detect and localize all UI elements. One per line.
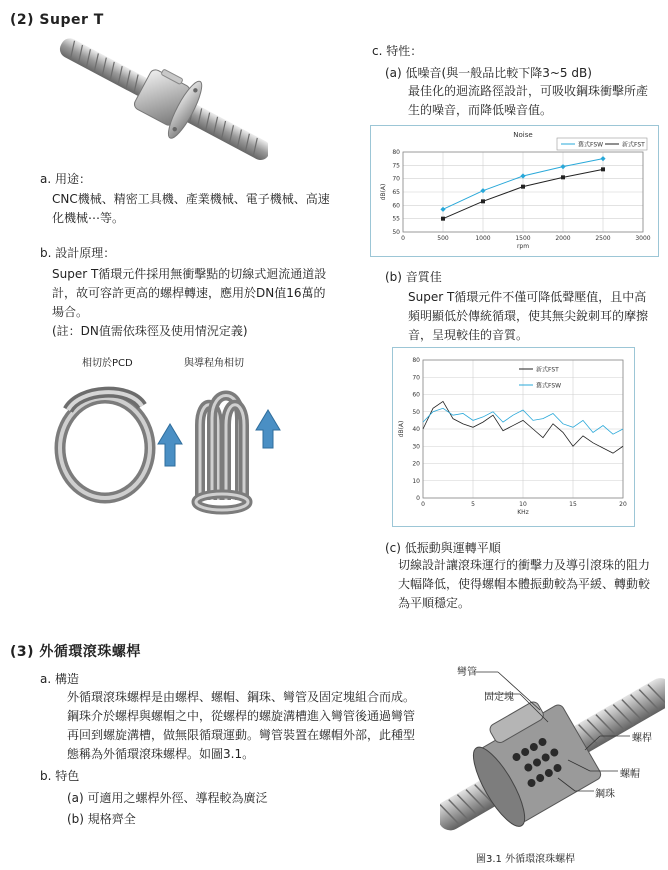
chart-title: Noise xyxy=(513,131,533,139)
data-point xyxy=(480,188,485,193)
legend-label: 舊式FSW xyxy=(536,382,562,390)
x-tick-label: 5 xyxy=(471,501,475,508)
x-tick-label: 1500 xyxy=(515,235,531,242)
label-nut: 螺帽 xyxy=(620,769,640,780)
x-tick-label: 15 xyxy=(569,501,577,508)
return-path-illustration xyxy=(50,370,290,520)
characteristics-label: b. 特色 xyxy=(40,769,80,783)
characteristic-b: (b) 規格齊全 xyxy=(67,812,136,826)
x-tick-label: 2000 xyxy=(555,235,571,242)
y-tick-label: 55 xyxy=(392,215,400,223)
external-circulation-ballscrew-image xyxy=(440,660,665,835)
usage-label: a. 用途： xyxy=(40,172,91,186)
y-tick-label: 60 xyxy=(412,391,420,399)
section-3-title: (3) 外循環滾珠螺桿 xyxy=(10,644,141,660)
y-tick-label: 20 xyxy=(412,460,420,468)
section-2-title: (2) Super T xyxy=(10,12,104,28)
y-tick-label: 70 xyxy=(392,175,400,183)
data-point xyxy=(521,185,525,189)
x-axis-label: KHz xyxy=(517,509,529,516)
design-text: Super T循環元件採用無衝擊點的切線式迴流通道設計，故可容許更高的螺桿轉速，應用於DN值16萬的場合。 xyxy=(52,267,327,319)
data-point xyxy=(520,173,525,178)
data-point xyxy=(600,156,605,161)
feature-b-label: (b) 音質佳 xyxy=(385,270,442,284)
y-tick-label: 75 xyxy=(392,162,400,170)
features-label: c. 特性： xyxy=(372,44,423,58)
design-note: (註：DN值需依珠徑及使用情況定義) xyxy=(52,324,248,338)
y-tick-label: 50 xyxy=(412,408,420,416)
y-axis-label: dB(A) xyxy=(380,183,387,201)
data-point xyxy=(441,217,445,221)
data-point xyxy=(560,164,565,169)
fig-tangent-pcd-label: 相切於PCD xyxy=(82,358,133,369)
legend-label: 新式FST xyxy=(536,366,559,374)
y-tick-label: 50 xyxy=(392,229,400,236)
y-tick-label: 30 xyxy=(412,443,420,451)
x-tick-label: 0 xyxy=(421,501,425,508)
feature-c-text: 切線設計讓滾珠運行的衝擊力及導引滾珠的阻力大幅降低，使得螺帽本體振動較為平緩、轉動較為平順穩定。 xyxy=(398,558,651,610)
legend-label: 新式FST xyxy=(622,141,645,149)
x-tick-label: 10 xyxy=(519,501,527,508)
usage-text: CNC機械、精密工具機、產業機械、電子機械、高速化機械⋯等。 xyxy=(52,192,330,225)
super-t-ballscrew-image xyxy=(58,36,268,161)
label-bend-tube: 彎管 xyxy=(457,667,477,678)
x-tick-label: 2500 xyxy=(595,235,611,242)
y-tick-label: 80 xyxy=(392,149,400,156)
characteristic-a: (a) 可適用之螺桿外徑、導程較為廣泛 xyxy=(67,791,268,805)
design-label: b. 設計原理： xyxy=(40,246,116,260)
feature-c-label: (c) 低振動與運轉平順 xyxy=(385,541,501,555)
y-tick-label: 80 xyxy=(412,357,420,364)
y-tick-label: 65 xyxy=(392,189,400,196)
y-tick-label: 0 xyxy=(416,495,420,502)
y-tick-label: 60 xyxy=(392,202,400,210)
structure-label: a. 構造 xyxy=(40,672,79,686)
fig-tangent-lead-label: 與導程角相切 xyxy=(184,358,244,369)
y-axis-label: dB(A) xyxy=(398,420,405,438)
feature-a-label: (a) 低噪音(與一般品比較下降3~5 dB) xyxy=(385,66,592,80)
x-tick-label: 500 xyxy=(437,235,449,242)
legend-label: 舊式FSW xyxy=(578,141,604,149)
noise-chart-panel xyxy=(370,125,659,257)
frequency-chart xyxy=(393,348,634,526)
x-axis-label: rpm xyxy=(516,243,530,250)
noise-chart xyxy=(371,126,658,256)
y-tick-label: 40 xyxy=(412,426,420,433)
x-tick-label: 0 xyxy=(401,235,405,242)
y-tick-label: 70 xyxy=(412,374,420,382)
y-tick-label: 10 xyxy=(412,477,420,485)
label-screw: 螺桿 xyxy=(632,733,652,744)
label-fixing-block: 固定塊 xyxy=(484,692,514,703)
data-point xyxy=(440,207,445,212)
structure-text: 外循環滾珠螺桿是由螺桿、螺帽、鋼珠、彎管及固定塊組合而成。鋼珠介於螺桿與螺帽之中，從螺桿的螺旋溝槽進入彎管後通過彎管再回到螺旋溝槽，做無限循環運動。彎管裝置在螺帽外部，此種型態稱為外循環滾珠螺桿。如圖3.1。 xyxy=(67,690,416,761)
data-point xyxy=(561,175,565,179)
feature-a-text: 最佳化的迴流路徑設計，可吸收鋼珠衝擊所產生的噪音，而降低噪音值。 xyxy=(408,84,649,117)
label-ball: 鋼珠 xyxy=(595,789,615,800)
data-point xyxy=(481,199,485,203)
x-tick-label: 20 xyxy=(619,501,627,508)
feature-b-text: Super T循環元件不僅可降低聲壓值，且中高頻明顯低於傳統循環，使其無尖銳刺耳的摩擦音，呈現較佳的音質。 xyxy=(408,290,649,342)
x-tick-label: 3000 xyxy=(635,235,651,242)
frequency-chart-panel xyxy=(392,347,635,527)
x-tick-label: 1000 xyxy=(475,235,491,242)
data-point xyxy=(601,167,605,171)
figure-3-1-caption: 圖3.1 外循環滾珠螺桿 xyxy=(476,854,576,865)
